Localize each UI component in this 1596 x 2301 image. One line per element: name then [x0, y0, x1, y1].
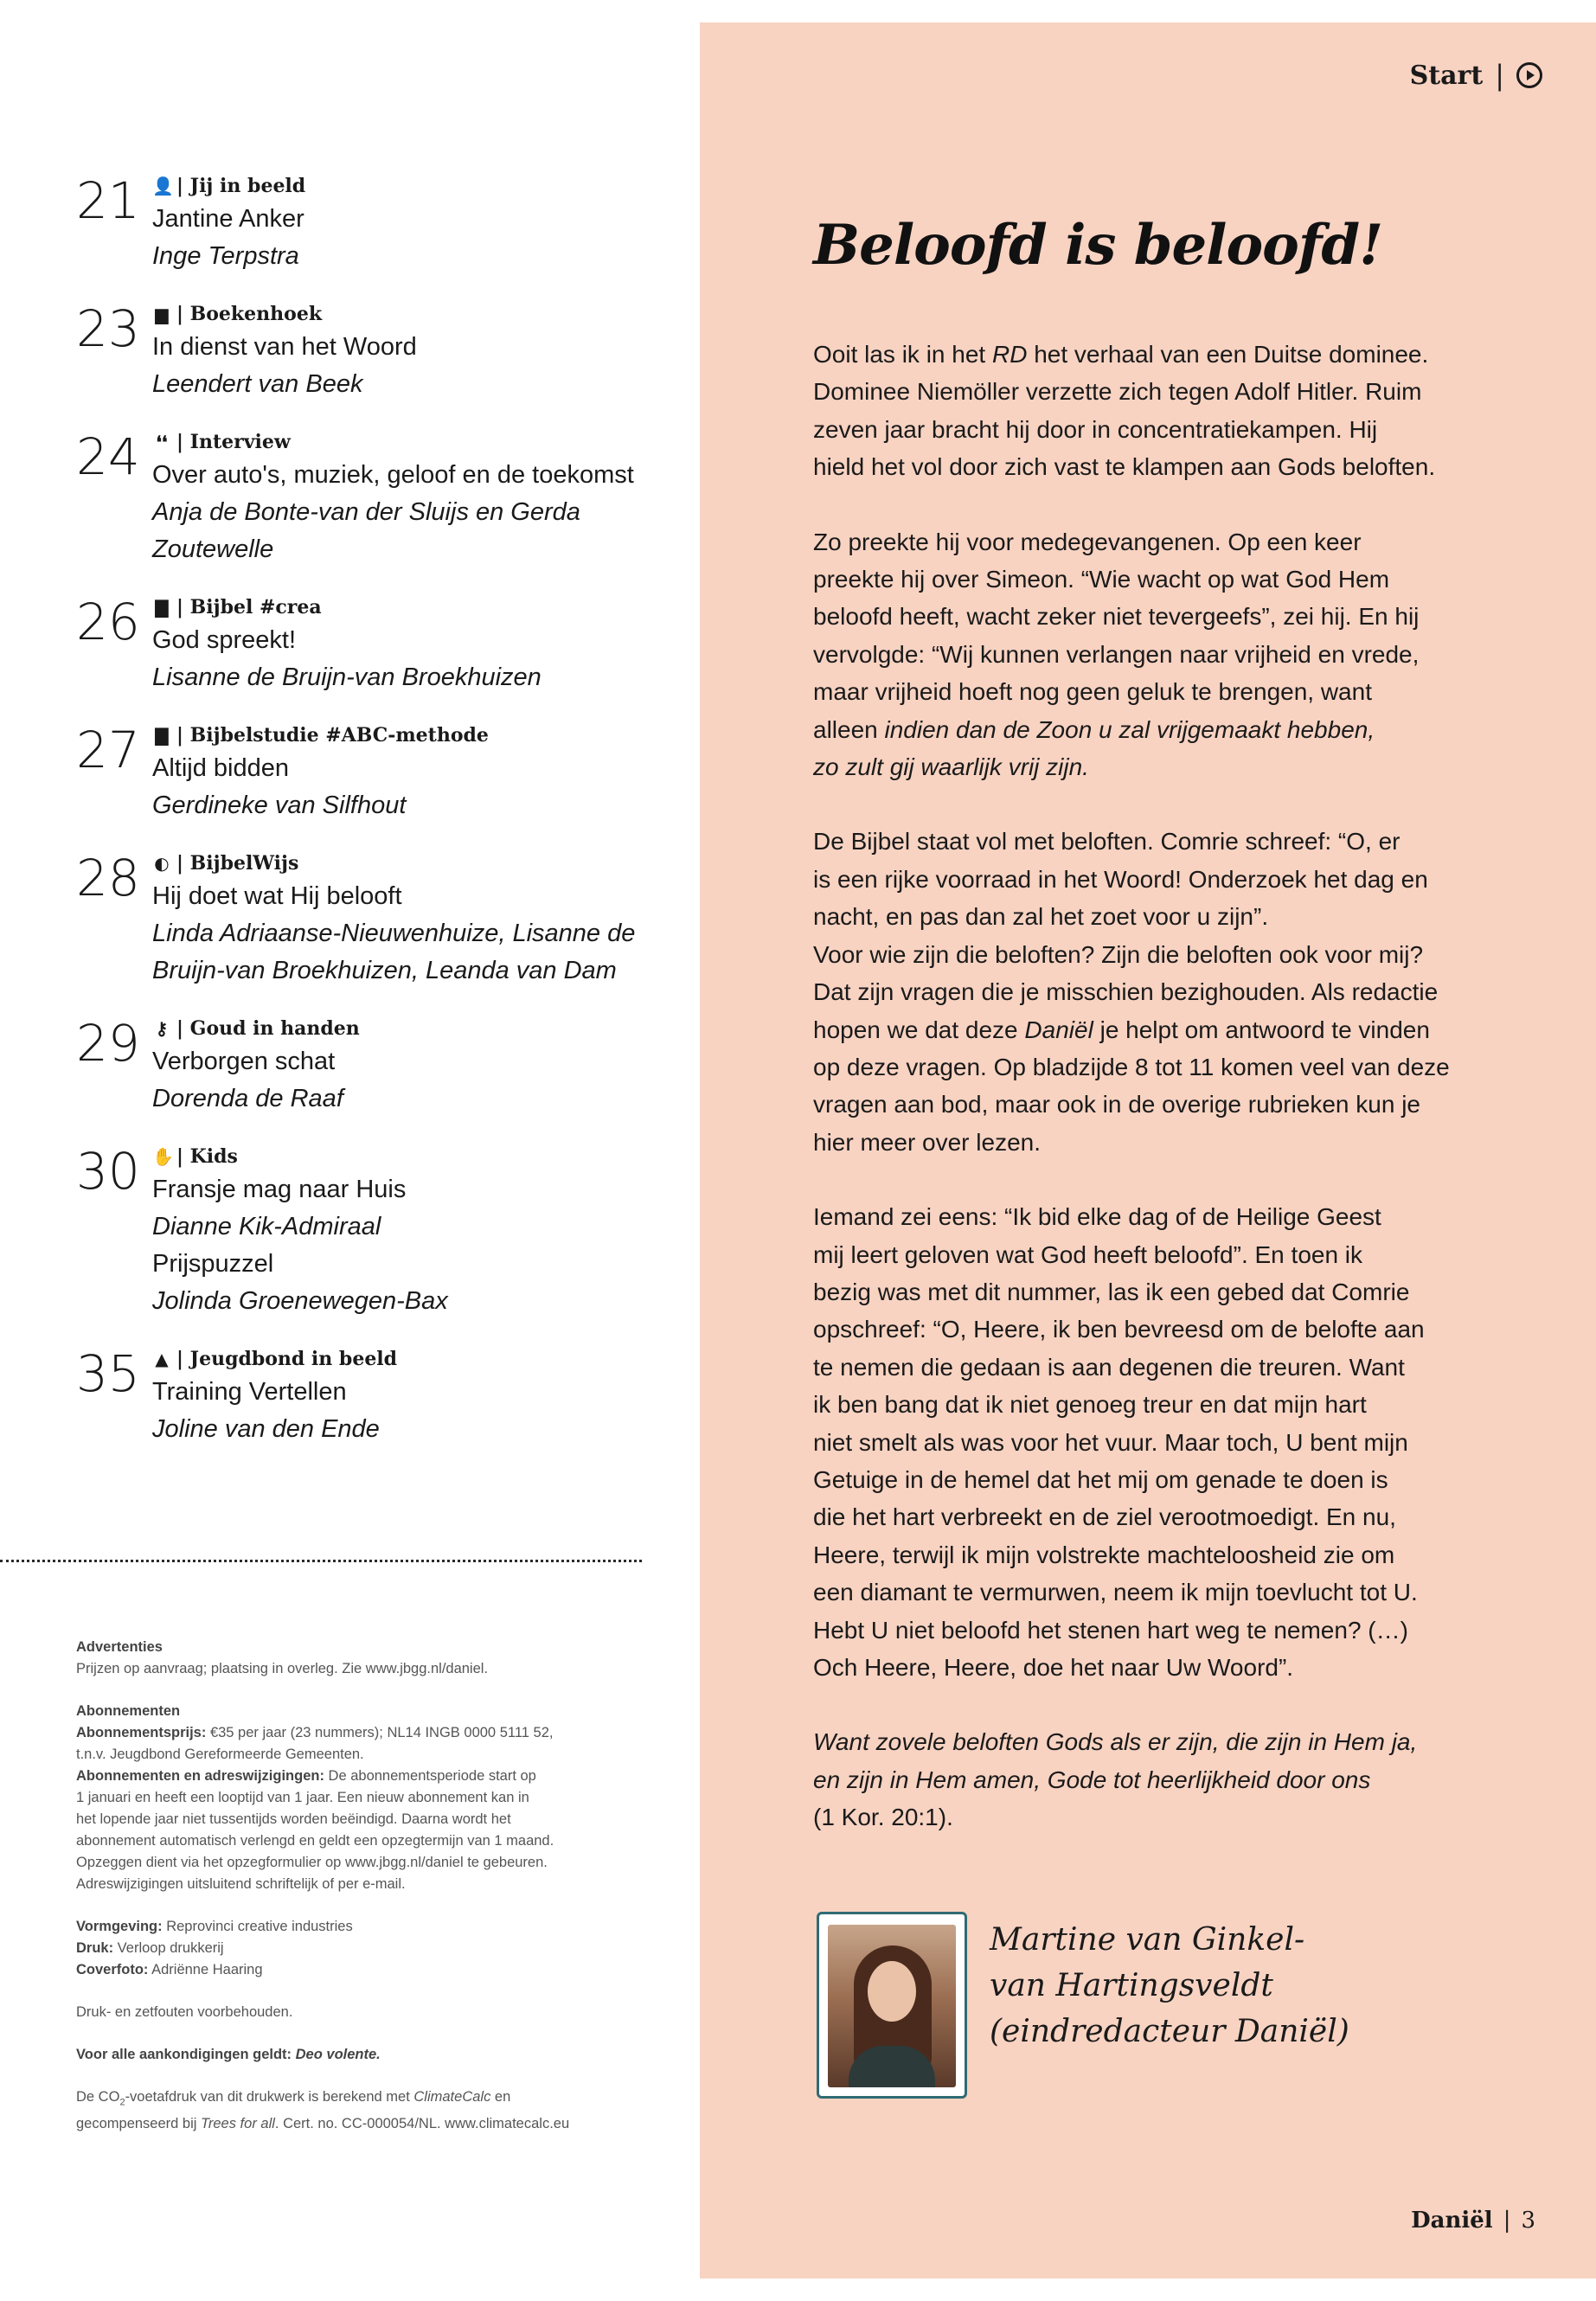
toc-category: [152, 427, 682, 457]
page-number: 3: [1521, 2208, 1535, 2234]
toc-category-label: | Interview: [176, 431, 291, 453]
article-line: [813, 336, 1471, 373]
toc-page-number: 21: [76, 171, 140, 230]
article-text: RD: [991, 341, 1028, 368]
article-line: [813, 561, 1471, 598]
nav-separator: |: [1495, 59, 1504, 92]
subs-title: Abonnementen: [76, 1703, 181, 1719]
article-line: [813, 1236, 1471, 1273]
toc-page-number: 24: [76, 427, 140, 486]
toc-author: Inge Terpstra: [152, 242, 299, 270]
article-line: [813, 898, 1471, 935]
article-line: [813, 1536, 1471, 1574]
toc-title: Jantine Anker: [152, 205, 304, 233]
trees-for-all-name: Trees for all: [201, 2116, 275, 2132]
deo-text: Deo volente.: [292, 2047, 381, 2062]
ads-text: Prijzen op aanvraag; plaatsing in overleg. Zie www.jbgg.nl/daniel.: [76, 1661, 489, 1676]
article-text: (1 Kor. 20:1).: [813, 1804, 953, 1831]
design-label: Vormgeving:: [76, 1919, 163, 1934]
article-text: hield het vol door zich vast te klampen aan Gods beloften.: [813, 453, 1436, 481]
toc-entry[interactable]: [76, 721, 682, 824]
toc-entry[interactable]: [76, 849, 682, 990]
changes-line: Opzeggen dient via het opzegformulier op www.jbgg.nl/daniel te gebeuren.: [76, 1855, 548, 1870]
article-paragraph: [813, 823, 1471, 1161]
article-line: [813, 1761, 1471, 1798]
toc-category: [152, 1142, 682, 1171]
toc-author: Leendert van Beek: [152, 370, 363, 398]
toc-entry[interactable]: [76, 1344, 682, 1448]
article-headline: Beloofd is beloofd!: [813, 213, 1383, 278]
article-text: Zo preekte hij voor medegevangenen. Op een keer: [813, 528, 1362, 555]
article-text: en zijn in Hem amen, Gode tot heerlijkheid door ons: [813, 1766, 1371, 1793]
footer-separator: |: [1503, 2208, 1511, 2234]
article-text: preekte hij over Simeon. “Wie wacht op wat God Hem: [813, 566, 1390, 593]
article-text: Voor wie zijn die beloften? Zijn die beloften ook voor mij?: [813, 940, 1424, 968]
toc-entry[interactable]: [76, 427, 682, 568]
toc-title: Prijspuzzel: [152, 1250, 274, 1278]
co2-text: gecompenseerd bij: [76, 2116, 202, 2132]
signature-line: (eindredacteur Daniël): [990, 2014, 1349, 2049]
article-line: [813, 1048, 1471, 1086]
bible-icon: ▇: [155, 597, 169, 618]
toc-category-label: | Goud in handen: [176, 1017, 360, 1040]
toc-page-number: 27: [76, 721, 140, 779]
colophon-co2: [76, 2086, 630, 2135]
arrow-up-icon: ▲: [155, 1349, 169, 1369]
article-line: [813, 748, 1471, 785]
toc-category-label: | Bijbelstudie #ABC-methode: [176, 724, 489, 747]
co2-text: De CO: [76, 2089, 120, 2105]
bible-icon: ▇: [155, 725, 169, 746]
article-text: nacht, en pas dan zal het zoet voor u zijn”.: [813, 903, 1269, 931]
article-text: Daniël: [1024, 1016, 1093, 1043]
print-text: Verloop drukkerij: [113, 1940, 224, 1956]
article-text: Iemand zei eens: “Ik bid elke dag of de Heilige Geest: [813, 1203, 1381, 1231]
article-paragraph: [813, 1723, 1471, 1836]
toc-author: Joline van den Ende: [152, 1415, 380, 1443]
table-of-contents: [76, 171, 682, 1472]
toc-author: Zoutewelle: [152, 535, 274, 563]
author-photo-frame: [817, 1912, 967, 2099]
article-text: zeven jaar bracht hij door in concentratiekampen. Hij: [813, 415, 1378, 443]
article-line: [813, 411, 1471, 448]
colophon-subscriptions: [76, 1701, 630, 1895]
article-text: bezig was met dit nummer, las ik een gebed dat Comrie: [813, 1278, 1410, 1305]
toc-category-label: | Jij in beeld: [176, 175, 306, 197]
article-text: Dominee Niemöller verzette zich tegen Adolf Hitler. Ruim: [813, 378, 1422, 406]
ads-title: Advertenties: [76, 1639, 163, 1655]
article-text: is een rijke voorraad in het Woord! Onderzoek het dag en: [813, 865, 1428, 893]
price-text: €35 per jaar (23 nummers); NL14 INGB 0000 5111 52,: [206, 1725, 554, 1740]
toc-page-number: 26: [76, 593, 140, 651]
start-nav[interactable]: [1410, 59, 1542, 92]
play-icon[interactable]: [1516, 62, 1542, 88]
toc-author: Dianne Kik-Admiraal: [152, 1213, 381, 1240]
article-line: [813, 1311, 1471, 1348]
article-line: [813, 1649, 1471, 1686]
article-line: [813, 1723, 1471, 1760]
page-footer: [1411, 2208, 1535, 2234]
cover-label: Coverfoto:: [76, 1962, 149, 1977]
article-text: hopen we dat deze: [813, 1016, 1025, 1043]
article-line: [813, 1273, 1471, 1311]
toc-category: [152, 593, 682, 622]
colophon-errors: Druk- en zetfouten voorbehouden.: [76, 2004, 293, 2020]
article-line: [813, 448, 1471, 485]
deo-label: Voor alle aankondigingen geldt:: [76, 2047, 292, 2062]
article-text: Dat zijn vragen die je misschien bezighouden. Als redactie: [813, 978, 1439, 1006]
article-line: [813, 1461, 1471, 1498]
article-line: [813, 1574, 1471, 1611]
design-text: Reprovinci creative industries: [162, 1919, 353, 1934]
toc-category: [152, 171, 682, 201]
article-line: [813, 1086, 1471, 1123]
toc-title: Over auto's, muziek, geloof en de toekomst: [152, 461, 634, 489]
article-paragraph: [813, 1198, 1471, 1686]
article-line: [813, 598, 1471, 635]
author-photo: [828, 1925, 956, 2087]
toc-author: Lisanne de Bruijn-van Broekhuizen: [152, 663, 542, 691]
co2-text: en: [490, 2089, 511, 2105]
article-line: [813, 373, 1471, 410]
toc-category-label: | Bijbel #crea: [176, 596, 322, 619]
article-line: [813, 711, 1471, 748]
article-text: maar vrijheid hoeft nog geen geluk te brengen, want: [813, 678, 1372, 706]
changes-line: 1 januari en heeft een looptijd van 1 jaar. Een nieuw abonnement kan in: [76, 1790, 529, 1805]
article-line: [813, 523, 1471, 561]
author-signature: [990, 1917, 1349, 2054]
article-text: op deze vragen. Op bladzijde 8 tot 11 komen veel van deze: [813, 1053, 1450, 1080]
article-line: [813, 636, 1471, 673]
article-text: Ooit las ik in het: [813, 341, 992, 368]
article-line: [813, 1798, 1471, 1836]
colophon-deo-volente: [76, 2044, 630, 2066]
article-text: Hebt U niet beloofd het stenen hart weg te nemen? (…): [813, 1616, 1408, 1644]
toc-entry[interactable]: [76, 1014, 682, 1118]
toc-title: In dienst van het Woord: [152, 333, 417, 361]
toc-title: Training Vertellen: [152, 1378, 347, 1406]
article-line: [813, 1124, 1471, 1161]
colophon: [76, 1637, 630, 2156]
article-text: Och Heere, Heere, doe het naar Uw Woord”.: [813, 1654, 1294, 1681]
article-line: [813, 973, 1471, 1010]
article-text: indien dan de Zoon u zal vrijgemaakt hebben,: [884, 715, 1375, 743]
co2-text: . Cert. no. CC-000054/NL. www.climatecalc.eu: [274, 2116, 570, 2132]
article-text: een diamant te vermurwen, neem ik mijn toevlucht tot U.: [813, 1579, 1418, 1606]
article-line: [813, 1386, 1471, 1423]
cover-text: Adriënne Haaring: [148, 1962, 263, 1977]
article-text: vragen aan bod, maar ook in de overige rubrieken kun je: [813, 1091, 1420, 1118]
toc-author: Gerdineke van Silfhout: [152, 792, 407, 819]
article-text: te nemen die gedaan is aan degenen die treuren. Want: [813, 1353, 1405, 1381]
toc-author: Anja de Bonte-van der Sluijs en Gerda: [152, 498, 580, 526]
article-text: De Bijbel staat vol met beloften. Comrie schreef: “O, er: [813, 828, 1401, 856]
toc-entry[interactable]: [76, 299, 682, 403]
article-paragraph: [813, 336, 1471, 486]
price-label: Abonnementsprijs:: [76, 1725, 207, 1740]
article-text: Getuige in de hemel dat het mij om genade te doen is: [813, 1465, 1388, 1493]
article-body: [813, 336, 1471, 1874]
toc-author: Jolinda Groenewegen-Bax: [152, 1287, 448, 1315]
toc-title: Fransje mag naar Huis: [152, 1176, 407, 1203]
toc-page-number: 28: [76, 849, 140, 907]
globe-icon: ◐: [154, 853, 170, 874]
article-line: [813, 1349, 1471, 1386]
changes-line: Adreswijzigingen uitsluitend schriftelijk of per e-mail.: [76, 1876, 406, 1892]
article-line: [813, 861, 1471, 898]
magazine-name: Daniël: [1411, 2208, 1493, 2234]
article-text: mij leert geloven wat God heeft beloofd”. En toen ik: [813, 1240, 1363, 1268]
article-text: opschreef: “O, Heere, ik ben bevreesd om de belofte aan: [813, 1316, 1425, 1343]
book-icon: ▆: [155, 304, 169, 324]
toc-author: Bruijn-van Broekhuizen, Leanda van Dam: [152, 957, 617, 984]
quote-icon: ❛❛: [156, 432, 168, 452]
toc-category: [152, 721, 682, 750]
article-line: [813, 1498, 1471, 1535]
toc-page-number: 23: [76, 299, 140, 358]
toc-entry[interactable]: [76, 593, 682, 696]
changes-line: De abonnementsperiode start op: [324, 1768, 536, 1784]
changes-label: Abonnementen en adreswijzigingen:: [76, 1768, 324, 1784]
article-text: beloofd heeft, wacht zeker niet tevergeefs”, zei hij. En hij: [813, 603, 1420, 631]
article-text: alleen: [813, 715, 885, 743]
article-text: die het hart verbreekt en de ziel verootmoedigt. En nu,: [813, 1503, 1396, 1531]
toc-category: [152, 849, 682, 878]
article-text: je helpt om antwoord te vinden: [1093, 1016, 1430, 1043]
article-line: [813, 673, 1471, 710]
toc-category-label: | Jeugdbond in beeld: [176, 1348, 398, 1370]
article-line: [813, 1612, 1471, 1649]
hand-icon: ✋: [152, 1146, 174, 1167]
toc-entry[interactable]: [76, 1142, 682, 1320]
article-line: [813, 823, 1471, 860]
toc-author: Dorenda de Raaf: [152, 1085, 343, 1112]
toc-category: [152, 1014, 682, 1043]
print-label: Druk:: [76, 1940, 114, 1956]
changes-line: abonnement automatisch verlengd en geldt een opzegtermijn van 1 maand.: [76, 1833, 554, 1849]
signature-line: van Hartingsveldt: [990, 1968, 1273, 2003]
key-icon: ⚷: [155, 1018, 169, 1039]
colophon-credits: [76, 1916, 630, 1981]
co2-text: -voetafdruk van dit drukwerk is berekend met: [125, 2089, 414, 2105]
article-text: Heere, terwijl ik mijn volstrekte machteloosheid zie om: [813, 1541, 1395, 1568]
toc-title: Verborgen schat: [152, 1048, 336, 1075]
person-icon: 👤: [152, 176, 174, 196]
dotted-divider: [0, 1560, 642, 1562]
toc-entry[interactable]: [76, 171, 682, 275]
article-text: niet smelt als was voor het vuur. Maar toch, U bent mijn: [813, 1428, 1408, 1456]
start-label[interactable]: Start: [1409, 60, 1484, 91]
article-text: hier meer over lezen.: [813, 1128, 1042, 1156]
changes-line: het lopende jaar niet tussentijds worden beëindigd. Daarna wordt het: [76, 1811, 511, 1827]
article-line: [813, 1424, 1471, 1461]
toc-title: God spreekt!: [152, 626, 297, 654]
article-line: [813, 1011, 1471, 1048]
toc-page-number: 29: [76, 1014, 140, 1073]
toc-category-label: | Boekenhoek: [176, 303, 323, 325]
toc-author: Linda Adriaanse-Nieuwenhuize, Lisanne de: [152, 920, 636, 947]
article-text: vervolgde: “Wij kunnen verlangen naar vrijheid en vrede,: [813, 640, 1420, 668]
article-paragraph: [813, 523, 1471, 786]
signature-line: Martine van Ginkel-: [990, 1922, 1305, 1958]
price-text-2: t.n.v. Jeugdbond Gereformeerde Gemeenten.: [76, 1747, 364, 1762]
toc-page-number: 30: [76, 1142, 140, 1201]
toc-category-label: | Kids: [176, 1145, 238, 1168]
toc-page-number: 35: [76, 1344, 140, 1403]
toc-category: [152, 299, 682, 329]
toc-title: Altijd bidden: [152, 754, 289, 782]
article-line: [813, 1198, 1471, 1235]
colophon-ads: [76, 1637, 630, 1680]
toc-category: [152, 1344, 682, 1374]
co2-sub: 2: [119, 2097, 125, 2108]
article-text: ik ben bang dat ik niet genoeg treur en dat mijn hart: [813, 1391, 1367, 1419]
article-line: [813, 936, 1471, 973]
toc-category-label: | BijbelWijs: [176, 852, 299, 875]
toc-title: Hij doet wat Hij belooft: [152, 882, 402, 910]
article-text: Want zovele beloften Gods als er zijn, die zijn in Hem ja,: [813, 1728, 1418, 1756]
climatecalc-name: ClimateCalc: [413, 2089, 491, 2105]
article-text: het verhaal van een Duitse dominee.: [1027, 341, 1429, 368]
article-text: zo zult gij waarlijk vrij zijn.: [813, 753, 1089, 781]
